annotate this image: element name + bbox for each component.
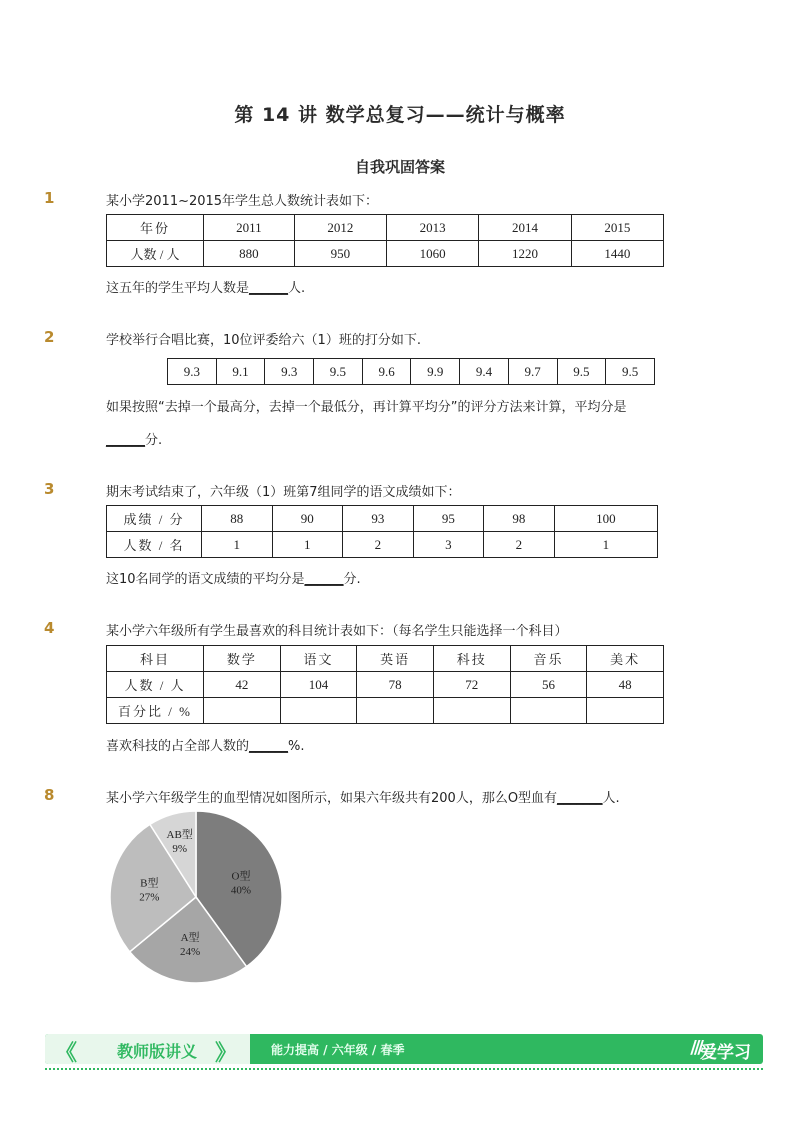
table-cell: 950 <box>294 241 386 267</box>
pie-label-1: A型 <box>180 931 200 944</box>
table-cell: 数学 <box>204 646 281 672</box>
table-cell: 2015 <box>571 215 663 241</box>
answer-blank[interactable]: ______ <box>249 739 289 754</box>
answer-line <box>106 429 162 448</box>
grades-table <box>106 505 658 558</box>
answer-blank[interactable]: ______ <box>304 572 344 587</box>
question-number: 2 <box>44 328 55 346</box>
brand-logo-icon: /// <box>690 1037 701 1058</box>
answer-text: 这10名同学的语文成绩的平均分是 <box>106 572 305 587</box>
pie-percent-1: 24% <box>179 945 201 958</box>
population-table <box>106 214 664 267</box>
table-cell: 104 <box>280 672 357 698</box>
table-cell[interactable] <box>204 698 281 724</box>
footer-banner <box>45 1034 763 1064</box>
question-text: 某小学六年级所有学生最喜欢的科目统计表如下：（每名学生只能选择一个科目） <box>106 624 568 639</box>
answer-unit: %. <box>288 739 305 754</box>
table-cell: 英语 <box>357 646 434 672</box>
table-cell: 78 <box>357 672 434 698</box>
answer-text: 喜欢科技的占全部人数的 <box>106 739 250 754</box>
table-cell: 56 <box>510 672 587 698</box>
table-cell: 2014 <box>479 215 571 241</box>
table-cell: 9.3 <box>168 359 217 385</box>
table-row <box>107 506 658 532</box>
answer-unit: 人. <box>602 791 620 806</box>
question-text: 学校举行合唱比赛，10位评委给六（1）班的打分如下. <box>106 333 421 348</box>
table-cell: 9.5 <box>606 359 655 385</box>
table-cell: 1060 <box>387 241 479 267</box>
table-cell: 1220 <box>479 241 571 267</box>
footer-badge-label: 教师版讲义 <box>117 1042 198 1061</box>
question-number: 8 <box>44 786 55 804</box>
table-cell: 9.3 <box>265 359 314 385</box>
question-text-part: 某小学六年级学生的血型情况如图所示，如果六年级共有200人，那么O型血有 <box>106 791 558 806</box>
table-row <box>107 646 664 672</box>
table-cell: 9.4 <box>460 359 509 385</box>
table-cell: 年份 <box>107 215 204 241</box>
pie-label-3: AB型 <box>166 828 193 841</box>
table-cell: 百分比 / % <box>107 698 204 724</box>
table-cell: 880 <box>204 241 295 267</box>
answer-unit: 人. <box>288 281 306 296</box>
table-cell[interactable] <box>587 698 664 724</box>
table-cell: 1 <box>554 532 657 558</box>
table-cell: 90 <box>272 506 343 532</box>
subjects-table <box>106 645 664 724</box>
table-cell[interactable] <box>433 698 510 724</box>
pie-percent-2: 27% <box>139 891 160 904</box>
table-cell: 100 <box>554 506 657 532</box>
question-number: 4 <box>44 619 55 637</box>
table-cell: 1440 <box>571 241 663 267</box>
table-cell: 1 <box>272 532 343 558</box>
question-text <box>106 787 620 806</box>
question-text: 某小学2011~2015年学生总人数统计表如下： <box>106 194 379 209</box>
footer-breadcrumb: 能力提高 / 六年级 / 春季 <box>271 1043 405 1057</box>
table-cell: 科技 <box>433 646 510 672</box>
table-cell: 95 <box>413 506 484 532</box>
brand-logo-text: 爱学习 <box>700 1043 751 1063</box>
table-cell: 科目 <box>107 646 204 672</box>
page-subtitle: 自我巩固答案 <box>354 158 445 176</box>
answer-unit: 分. <box>343 572 361 587</box>
table-cell: 72 <box>433 672 510 698</box>
answer-blank[interactable]: ______ <box>249 281 289 296</box>
table-cell: 人数 / 人 <box>107 672 204 698</box>
table-cell: 9.5 <box>557 359 606 385</box>
footer-divider <box>45 1068 763 1070</box>
table-cell: 1 <box>202 532 273 558</box>
table-row <box>107 241 664 267</box>
table-cell: 9.7 <box>508 359 557 385</box>
table-cell: 成绩 / 分 <box>107 506 202 532</box>
table-row <box>107 215 664 241</box>
answer-line <box>106 277 305 296</box>
table-row <box>107 672 664 698</box>
answer-line <box>106 735 305 754</box>
table-cell: 2 <box>343 532 414 558</box>
question-text: 如果按照“去掉一个最高分，去掉一个最低分，再计算平均分”的评分方法来计算，平均分是 <box>106 400 627 415</box>
table-cell: 3 <box>413 532 484 558</box>
pie-percent-3: 9% <box>172 842 188 855</box>
pie-label-0: O型 <box>231 870 251 883</box>
table-cell: 9.9 <box>411 359 460 385</box>
answer-line <box>106 568 361 587</box>
scores-table <box>167 358 655 385</box>
table-cell: 93 <box>343 506 414 532</box>
table-cell: 2013 <box>387 215 479 241</box>
table-row <box>168 359 655 385</box>
table-cell: 9.5 <box>314 359 363 385</box>
table-cell: 42 <box>204 672 281 698</box>
answer-blank[interactable]: ______ <box>106 433 145 448</box>
pie-percent-0: 40% <box>230 884 252 897</box>
table-cell: 语文 <box>280 646 357 672</box>
page-title: 第 14 讲 数学总复习——统计与概率 <box>234 104 566 126</box>
table-cell: 人数 / 名 <box>107 532 202 558</box>
answer-text: 这五年的学生平均人数是 <box>106 281 250 296</box>
chevron-right-icon: 》 <box>215 1041 238 1064</box>
table-row <box>107 532 658 558</box>
table-row <box>107 698 664 724</box>
pie-label-2: B型 <box>140 877 159 890</box>
blood-type-pie-chart <box>106 810 286 990</box>
table-cell[interactable] <box>510 698 587 724</box>
table-cell: 音乐 <box>510 646 587 672</box>
table-cell: 88 <box>202 506 273 532</box>
table-cell[interactable] <box>357 698 434 724</box>
table-cell: 98 <box>484 506 555 532</box>
answer-unit: 分. <box>145 433 163 448</box>
question-number: 3 <box>44 480 55 498</box>
table-cell: 2011 <box>204 215 295 241</box>
table-cell: 9.6 <box>362 359 411 385</box>
chevron-left-icon: 《 <box>55 1041 78 1064</box>
table-cell: 2 <box>484 532 555 558</box>
table-cell: 美术 <box>587 646 664 672</box>
question-text: 期末考试结束了，六年级（1）班第7组同学的语文成绩如下： <box>106 485 461 500</box>
table-cell: 48 <box>587 672 664 698</box>
question-number: 1 <box>44 189 55 207</box>
table-cell: 9.1 <box>216 359 265 385</box>
table-cell[interactable] <box>280 698 357 724</box>
footer-badge <box>45 1034 250 1064</box>
answer-blank[interactable]: _______ <box>557 791 603 806</box>
table-cell: 人数 / 人 <box>107 241 204 267</box>
table-cell: 2012 <box>294 215 386 241</box>
